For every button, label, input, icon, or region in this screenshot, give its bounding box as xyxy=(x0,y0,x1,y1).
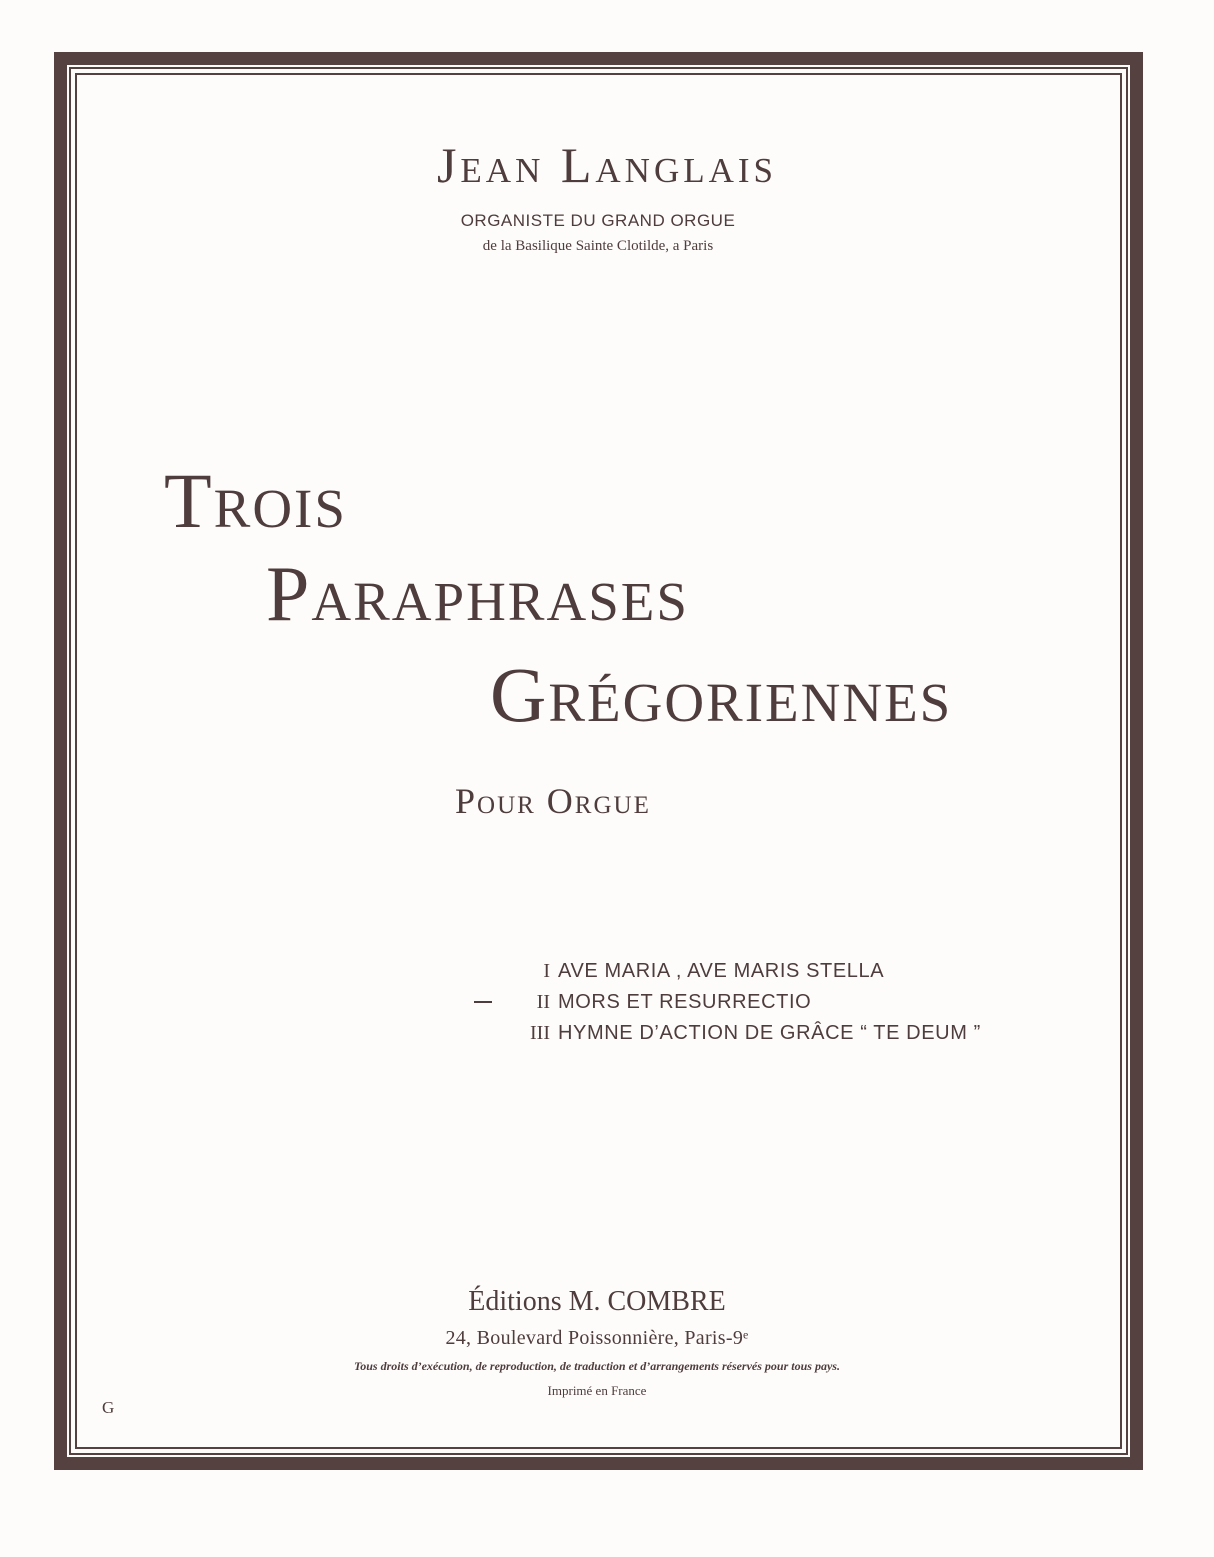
title-line-3: Grégoriennes xyxy=(490,651,953,738)
publisher-name: Éditions M. COMBRE xyxy=(468,1286,726,1317)
church-name: de la Basilique Sainte Clotilde, a Paris xyxy=(482,238,714,254)
movement-item xyxy=(480,987,981,1018)
composer-name: Jean Langlais xyxy=(436,137,778,193)
subtitle: Pour Orgue xyxy=(455,781,651,821)
movement-name: MORS ET RESURRECTIO xyxy=(558,991,812,1013)
movement-name: HYMNE D’ACTION DE GRÂCE “ TE DEUM ” xyxy=(558,1022,981,1044)
corner-letter: G xyxy=(102,1398,115,1417)
movement-list xyxy=(480,956,981,1049)
composer-role: ORGANISTE DU GRAND ORGUE xyxy=(460,211,736,230)
rights-notice: Tous droits d’exécution, de reproduction, de traduction et d’arrangements réservés pour tous pays. xyxy=(354,1359,840,1373)
printed-in: Imprimé en France xyxy=(547,1383,647,1398)
movement-numeral: II xyxy=(536,991,550,1013)
movement-numeral: III xyxy=(530,1022,550,1044)
title-line-2: Paraphrases xyxy=(266,550,689,637)
title-line-1: Trois xyxy=(164,457,347,544)
movement-item xyxy=(480,1018,981,1049)
movement-numeral: I xyxy=(543,960,550,982)
inner-border-line-2 xyxy=(75,73,1122,1449)
movement-name: AVE MARIA , AVE MARIS STELLA xyxy=(558,960,885,982)
movement-item xyxy=(480,956,981,987)
pencil-dash-mark xyxy=(474,1001,492,1003)
publisher-address: 24, Boulevard Poissonnière, Paris-9ᵉ xyxy=(445,1327,749,1349)
